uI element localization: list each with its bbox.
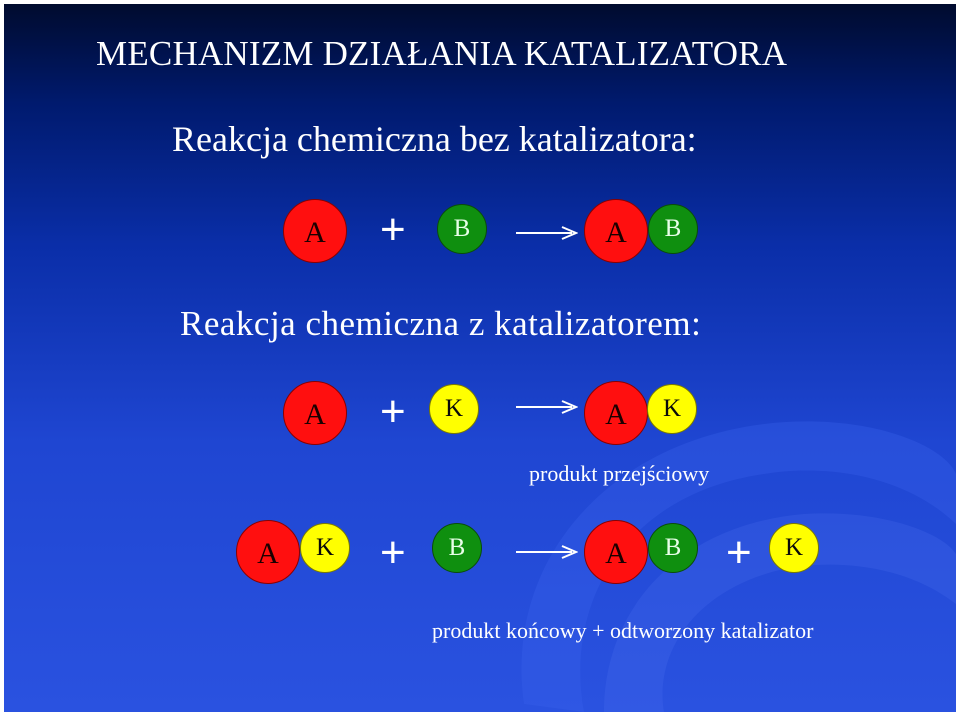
reaction-arrow-icon: [516, 400, 578, 414]
slide: [4, 4, 956, 712]
catalyst-k-intermediate: K: [647, 384, 697, 434]
catalyst-k-regenerated: K: [769, 523, 819, 573]
atom-a-intermediate: A: [236, 520, 300, 584]
plus-sign: +: [380, 205, 406, 254]
atom-a-reactant: A: [283, 199, 347, 263]
final-product-caption: produkt końcowy + odtworzony katalizator: [432, 618, 814, 643]
heading-without-catalyst: Reakcja chemiczna bez katalizatora:: [172, 119, 697, 159]
atom-b-product: B: [648, 204, 698, 254]
reaction-arrow-icon: [516, 545, 578, 559]
atom-a-product: A: [584, 520, 648, 584]
plus-sign: +: [380, 387, 406, 436]
reaction-arrow-icon: [516, 226, 578, 240]
catalyst-k-intermediate: K: [300, 523, 350, 573]
atom-a-product: A: [584, 199, 648, 263]
plus-sign: +: [726, 528, 752, 577]
plus-sign: +: [380, 528, 406, 577]
atom-a-reactant: A: [283, 381, 347, 445]
atom-b-product: B: [648, 523, 698, 573]
atom-a-intermediate: A: [584, 381, 648, 445]
catalyst-k-reactant: K: [429, 384, 479, 434]
atom-b-reactant: B: [437, 204, 487, 254]
intermediate-product-caption: produkt przejściowy: [529, 461, 710, 486]
heading-with-catalyst: Reakcja chemiczna z katalizatorem:: [180, 304, 702, 343]
atom-b-reactant: B: [432, 523, 482, 573]
background-swirl: [4, 4, 956, 712]
slide-title: MECHANIZM DZIAŁANIA KATALIZATORA: [96, 34, 788, 73]
